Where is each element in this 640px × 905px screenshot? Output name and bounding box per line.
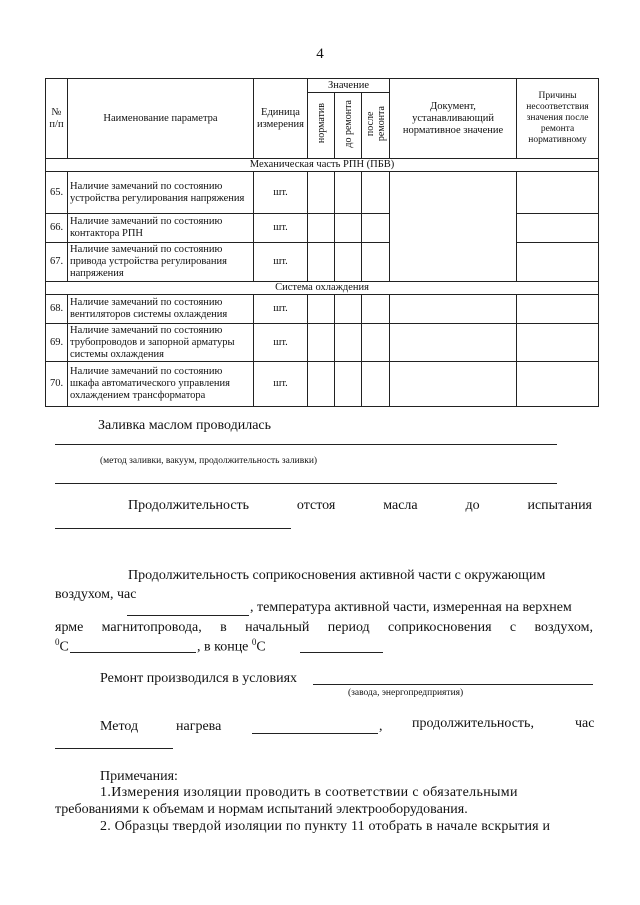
end-temp-label: , в конце $^0$С [197, 637, 266, 655]
contact-duration-label: Продолжительность соприкосновения активной части с окружающим [128, 568, 546, 583]
initial-temp-line [70, 652, 196, 653]
note-2: 2. Образцы твердой изоляции по пункту 11 отобрать в начале вскрытия и [100, 819, 551, 834]
repair-conditions-hint: (завода, энергопредприятия) [348, 688, 464, 698]
table-row: 70. Наличие замечаний по состоянию шкафа автоматического управления охлаждением трансформатора шт. [46, 362, 599, 407]
heating-comma: , [379, 719, 383, 734]
end-temp-line [300, 652, 383, 653]
table-row: 68. Наличие замечаний по состоянию вентиляторов системы охлаждения шт. [46, 295, 599, 324]
header-unit: Единица измерения [254, 79, 308, 159]
header-reasons: Причины несоответствия значения после ремонта нормативному [517, 79, 599, 159]
note-1-cont: требованиями к объемам и нормам испытаний электрооборудования. [55, 802, 468, 817]
heating-duration-line [55, 748, 173, 749]
settle-duration-line [55, 528, 291, 529]
table-row: 67. Наличие замечаний по состоянию привода устройства регулирования напряжения шт. [46, 243, 599, 282]
header-before-repair: до ремонта [342, 99, 354, 148]
heating-duration-label: продолжительность, [412, 716, 534, 731]
page-number: 4 [316, 46, 324, 62]
heating-method-word-2: нагрева [176, 719, 222, 734]
section-mechanical: Механическая часть РПН (ПБВ) [46, 159, 599, 172]
contact-duration-line [127, 615, 249, 616]
table-row: 65. Наличие замечаний по состоянию устройства регулирования напряжения шт. [46, 172, 599, 214]
initial-temp-unit: $^0$С [55, 637, 69, 655]
oil-fill-label: Заливка маслом проводилась [98, 418, 272, 433]
heating-unit: час [575, 716, 595, 731]
header-value: Значение [308, 79, 390, 93]
temperature-label-2: ярме магнитопровода, в начальный период соприкосновения с воздухом, [55, 620, 593, 635]
table-row: 69. Наличие замечаний по состоянию трубопроводов и запорной арматуры системы охлаждения шт. [46, 324, 599, 362]
settle-duration-label: Продолжительность отстоя масла до испытания [128, 498, 592, 513]
heating-method-word: Метод [100, 719, 139, 734]
header-num: № п/п [46, 79, 68, 159]
header-normative: норматив [315, 103, 327, 144]
temperature-label: , температура активной части, измеренная на верхнем [250, 600, 572, 615]
parameters-table [45, 78, 599, 407]
contact-duration-label-2: воздухом, час [55, 587, 137, 602]
note-1: 1.Измерения изоляции проводить в соответствии с обязательными [100, 785, 518, 800]
header-name: Наименование параметра [68, 79, 254, 159]
header-document: Документ, устанавливающий нормативное значение [390, 79, 517, 159]
oil-fill-line-2 [55, 483, 557, 484]
repair-conditions-label: Ремонт производился в условиях [100, 671, 298, 686]
notes-title: Примечания: [100, 769, 178, 784]
oil-fill-line [55, 444, 557, 445]
table-row: 66. Наличие замечаний по состоянию контактора РПН шт. [46, 214, 599, 243]
section-cooling: Система охлаждения [46, 282, 599, 295]
oil-fill-hint: (метод заливки, вакуум, продолжительность заливки) [100, 456, 318, 466]
heating-method-line [252, 733, 378, 734]
header-after-repair: после ремонта [364, 105, 387, 142]
repair-conditions-line [313, 684, 593, 685]
